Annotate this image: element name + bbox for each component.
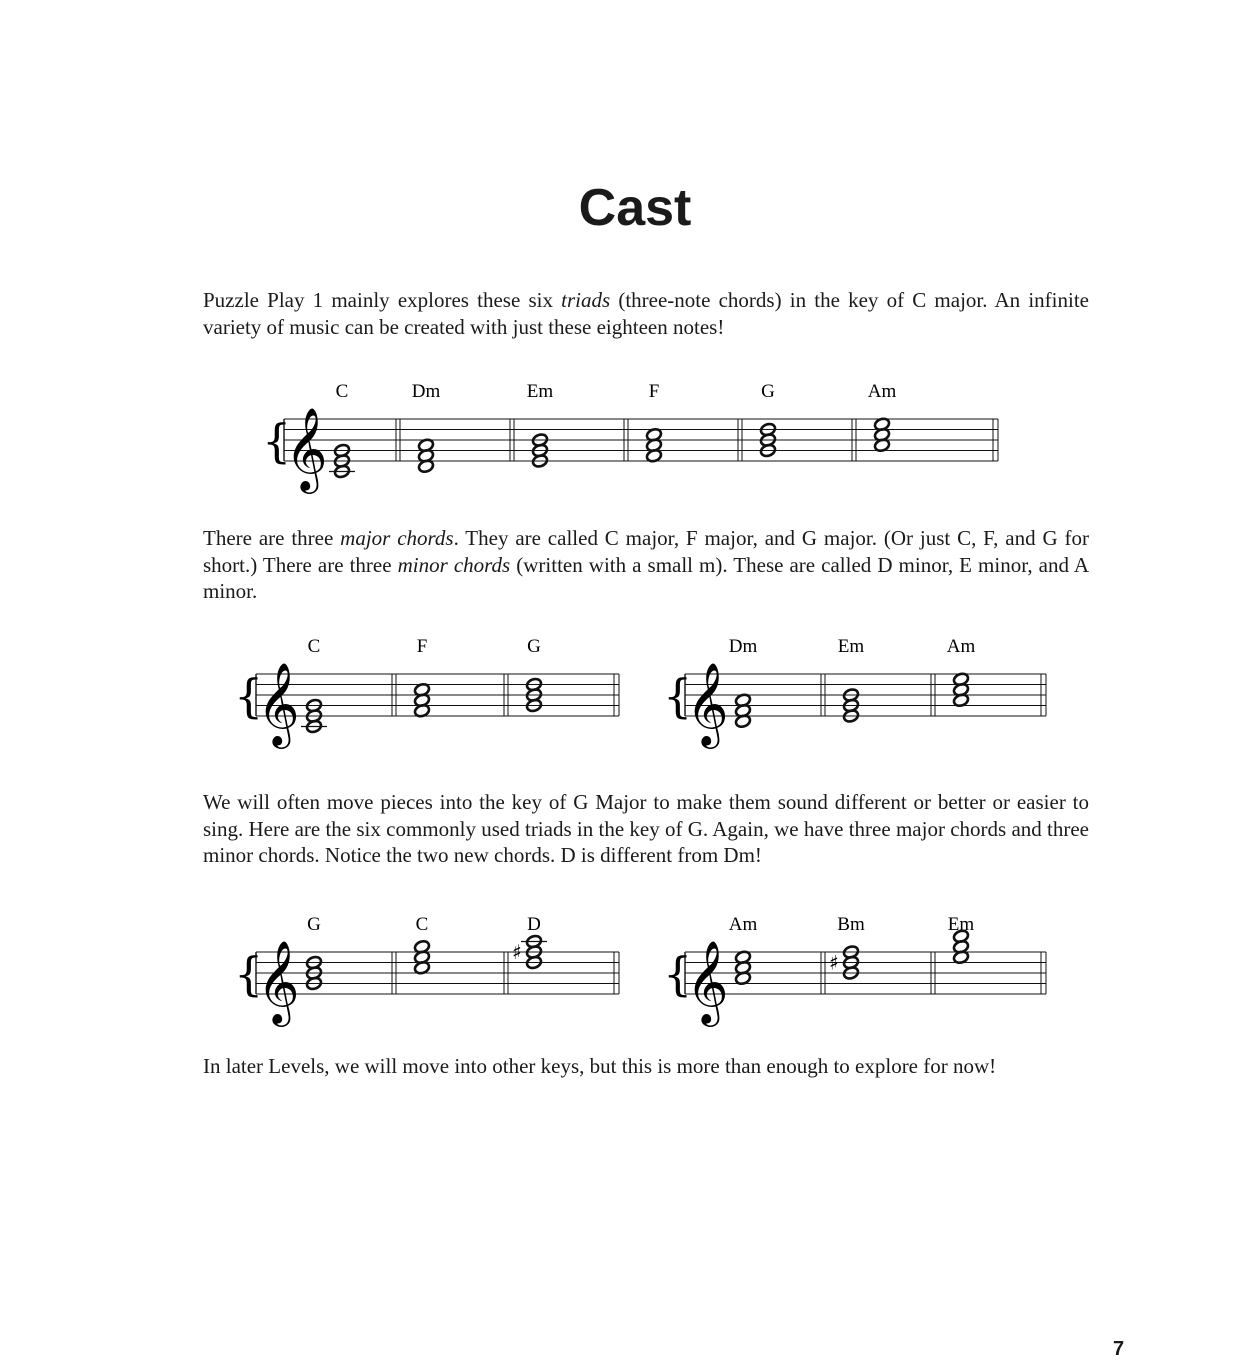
- chord-label: F: [648, 381, 660, 402]
- chord-label: C: [335, 381, 349, 402]
- chord-label: Dm: [411, 381, 441, 402]
- whole-note: [305, 698, 322, 713]
- whole-note: [842, 955, 859, 970]
- whole-note: [952, 693, 969, 708]
- whole-note: [531, 433, 548, 448]
- treble-clef-icon: 𝄞: [686, 939, 729, 1023]
- minor-chords-term: minor chords: [397, 552, 511, 577]
- whole-note: [842, 966, 859, 981]
- whole-note: [413, 960, 430, 975]
- chord-label: Em: [837, 636, 865, 657]
- sharp-icon: ♯: [829, 950, 839, 975]
- chord-label: D: [527, 914, 541, 935]
- whole-note: [952, 672, 969, 687]
- whole-note: [525, 945, 542, 960]
- whole-note: [734, 950, 751, 965]
- treble-clef-icon: 𝄞: [257, 661, 300, 745]
- whole-note: [734, 971, 751, 986]
- whole-note: [759, 433, 776, 448]
- whole-note: [525, 955, 542, 970]
- chord-label: Am: [728, 914, 758, 935]
- chord-label: Em: [947, 914, 975, 935]
- chord-label: G: [527, 636, 541, 657]
- whole-note: [525, 698, 542, 713]
- brace: {: [234, 669, 264, 723]
- whole-note: [305, 955, 322, 970]
- staff-system-c-major-six-triads: [262, 381, 998, 494]
- sharp-icon: ♯: [512, 940, 522, 964]
- whole-note: [417, 459, 434, 474]
- staff-system-c-major-major-chords: [234, 636, 619, 749]
- chord-label: Dm: [728, 636, 758, 657]
- page-title: Cast: [578, 179, 692, 237]
- brace: {: [663, 669, 693, 723]
- major-chords-term: major chords: [340, 526, 454, 550]
- whole-note: [645, 448, 662, 463]
- major-minor-text-a: There are three: [203, 526, 341, 550]
- treble-clef-icon: 𝄞: [686, 661, 729, 745]
- whole-note: [842, 688, 859, 703]
- staff-system-g-major-major-chords: [234, 914, 619, 1027]
- staff-system-c-major-minor-chords: [663, 636, 1046, 749]
- whole-note: [759, 422, 776, 437]
- treble-clef-icon: 𝄞: [285, 406, 328, 490]
- whole-note: [952, 950, 969, 965]
- whole-note: [842, 698, 859, 713]
- whole-note: [734, 703, 751, 718]
- whole-note: [413, 703, 430, 718]
- chord-label: G: [307, 914, 321, 935]
- whole-note: [873, 427, 890, 442]
- whole-note: [842, 945, 859, 960]
- whole-note: [952, 939, 969, 954]
- whole-note: [952, 682, 969, 697]
- whole-note: [734, 960, 751, 975]
- treble-clef-icon: 𝄞: [257, 939, 300, 1023]
- whole-note: [525, 688, 542, 703]
- whole-note: [525, 677, 542, 692]
- intro-text-c: (three-note chords) in the key of C major. An infinite variety of music can be created with just these eighteen notes!: [203, 288, 1089, 339]
- intro-paragraph: [203, 287, 1089, 340]
- staff-system-g-major-minor-chords: [663, 914, 1046, 1027]
- chord-label: Em: [526, 381, 554, 402]
- chord-label: Am: [867, 381, 897, 402]
- whole-note: [333, 443, 350, 458]
- whole-note: [645, 438, 662, 453]
- whole-note: [525, 934, 542, 949]
- intro-text-a: Puzzle Play 1 mainly explores these six: [203, 288, 562, 312]
- page-number: 7: [1113, 1338, 1125, 1360]
- key-of-g-paragraph: We will often move pieces into the key of G Major to make them sound different or better or easier to sing. Here are the six commonly used triads in the key of G. Again, we have three major chords and three minor chords. Notice the two new chords. D is different from Dm!: [203, 790, 1089, 867]
- chord-label: F: [416, 636, 428, 657]
- chord-label: G: [761, 381, 775, 402]
- chord-label: C: [415, 914, 429, 935]
- major-minor-text-e: (written with a small m). These are called D minor, E minor, and A minor.: [203, 552, 1090, 603]
- whole-note: [417, 438, 434, 453]
- chord-label: Bm: [837, 914, 865, 935]
- brace: {: [234, 947, 264, 1001]
- closing-paragraph: In later Levels, we will move into other keys, but this is more than enough to explore for now!: [203, 1054, 997, 1078]
- whole-note: [413, 939, 430, 954]
- intro-text-triads: triads: [561, 288, 611, 312]
- chord-label: Am: [946, 636, 976, 657]
- whole-note: [759, 443, 776, 458]
- whole-note: [413, 950, 430, 965]
- whole-note: [531, 443, 548, 458]
- brace: {: [262, 414, 292, 468]
- whole-note: [305, 709, 322, 724]
- whole-note: [413, 693, 430, 708]
- whole-note: [333, 454, 350, 469]
- brace: {: [663, 947, 693, 1001]
- whole-note: [333, 464, 350, 479]
- whole-note: [305, 976, 322, 991]
- whole-note: [873, 417, 890, 432]
- whole-note: [305, 966, 322, 981]
- major-minor-paragraph: [203, 525, 1089, 605]
- whole-note: [413, 682, 430, 697]
- whole-note: [952, 929, 969, 944]
- whole-note: [873, 438, 890, 453]
- major-minor-text-c: . They are called C major, F major, and G major. (Or just C, F, and G for short.) There are three: [203, 526, 1089, 577]
- whole-note: [734, 714, 751, 729]
- whole-note: [645, 427, 662, 442]
- whole-note: [531, 454, 548, 469]
- whole-note: [417, 448, 434, 463]
- whole-note: [842, 709, 859, 724]
- whole-note: [305, 719, 322, 734]
- chord-label: C: [307, 636, 321, 657]
- whole-note: [734, 693, 751, 708]
